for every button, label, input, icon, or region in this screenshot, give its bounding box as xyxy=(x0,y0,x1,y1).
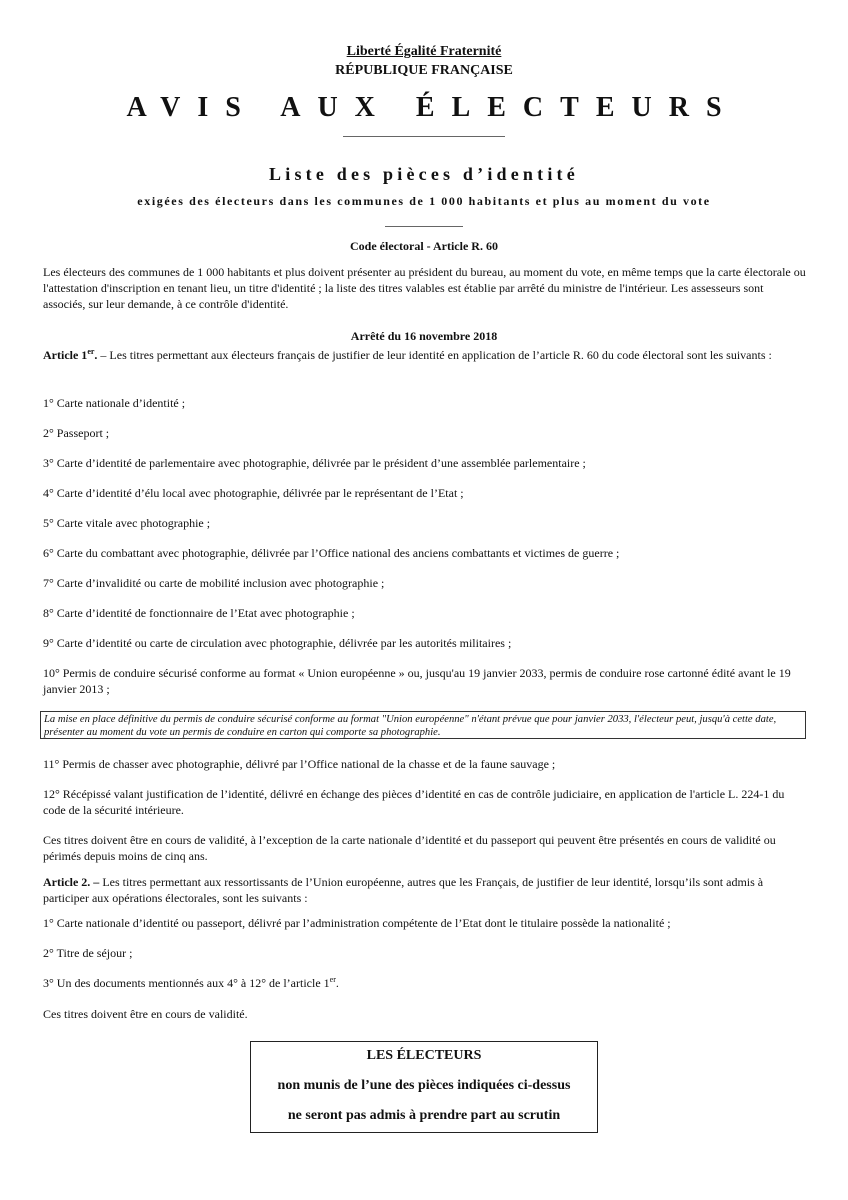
title-divider xyxy=(343,136,505,137)
list-item: 5° Carte vitale avec photographie ; xyxy=(43,516,211,530)
list-item: 2° Titre de séjour ; xyxy=(43,946,133,960)
article-1-paragraph xyxy=(43,347,807,363)
subtitle-divider xyxy=(385,226,463,227)
document-subtitle: Liste des pièces d’identité xyxy=(269,164,579,184)
code-heading: Code électoral - Article R. 60 xyxy=(350,239,498,253)
republic-name: RÉPUBLIQUE FRANÇAISE xyxy=(335,63,513,78)
warning-box xyxy=(250,1041,598,1133)
page-title: AVIS AUX ÉLECTEURS xyxy=(126,92,739,123)
warning-line-3: ne seront pas admis à prendre part au scrutin xyxy=(287,1108,561,1123)
list-item: 1° Carte nationale d’identité ou passeport, délivré par l’administration compétente de l’Etat dont le titulaire possède la nationalité ; xyxy=(43,916,671,930)
validity-paragraph: Ces titres doivent être en cours de validité, à l’exception de la carte nationale d’identité et du passeport qui peuvent être présentés en cours de validité ou périmés depuis moins de cinq ans. xyxy=(43,833,776,863)
driving-license-note: La mise en place définitive du permis de conduire sécurisé conforme au format "Union européenne" n'étant prévue que pour janvier 2033, l'électeur peut, jusqu'à cette date, présenter au moment du vote un permis de conduire en carton qui comporte sa photographie. xyxy=(40,711,806,739)
warning-line-2: non munis de l’une des pièces indiquées ci-dessus xyxy=(277,1078,571,1093)
article-2-label: Article 2. – xyxy=(43,875,100,889)
list-item: 12° Récépissé valant justification de l’identité, délivré en échange des pièces d’identité en cas de contrôle judiciaire, en application de l'article L. 224-1 du code de la sécurité intérieure. xyxy=(43,787,785,817)
list-item: 7° Carte d’invalidité ou carte de mobilité inclusion avec photographie ; xyxy=(43,576,385,590)
list-item: 3° Carte d’identité de parlementaire avec photographie, délivrée par le président d’une assemblée parlementaire ; xyxy=(43,456,586,470)
republic-motto: Liberté Égalité Fraternité xyxy=(346,44,502,59)
list-item: 11° Permis de chasser avec photographie, délivré par l’Office national de la chasse et de la faune sauvage ; xyxy=(43,757,556,771)
list-item: 4° Carte d’identité d’élu local avec photographie, délivrée par le représentant de l’Etat ; xyxy=(43,486,464,500)
list-item: 3° Un des documents mentionnés aux 4° à 12° de l’article 1er. xyxy=(43,975,339,990)
eu-validity-paragraph: Ces titres doivent être en cours de validité. xyxy=(43,1007,248,1021)
code-paragraph: Les électeurs des communes de 1 000 habitants et plus doivent présenter au président du bureau, au moment du vote, en même temps que la carte électorale ou l'attestation d'inscription en tenant lieu, un titre d'identité ; la liste des titres valables est établie par arrêté du ministre de l'intérieur. Les assesseurs sont associés, sur leur demande, à ce contrôle d'identité. xyxy=(43,265,806,311)
article-1-intro: – Les titres permettant aux électeurs français de justifier de leur identité en application de l’article R. 60 du code électoral sont les suivants : xyxy=(97,348,772,362)
article-2-intro: Les titres permettant aux ressortissants de l’Union européenne, autres que les Français, de justifier de leur identité, lorsqu’ils sont admis à participer aux opérations électorales, sont les suivants : xyxy=(43,875,764,905)
arrete-heading: Arrêté du 16 novembre 2018 xyxy=(350,329,498,343)
list-item: 1° Carte nationale d’identité ; xyxy=(43,396,186,410)
article-1-label: Article 1er. xyxy=(43,347,98,362)
warning-line-1: LES ÉLECTEURS xyxy=(366,1048,482,1063)
document-subtitle-detail: exigées des électeurs dans les communes de 1 000 habitants et plus au moment du vote xyxy=(137,194,711,208)
list-item: 9° Carte d’identité ou carte de circulation avec photographie, délivrée par les autorités militaires ; xyxy=(43,636,512,650)
article-2-paragraph xyxy=(43,874,807,906)
list-item: 2° Passeport ; xyxy=(43,426,110,440)
list-item: 6° Carte du combattant avec photographie, délivrée par l’Office national des anciens combattants et victimes de guerre ; xyxy=(43,546,620,560)
list-item: 8° Carte d’identité de fonctionnaire de l’Etat avec photographie ; xyxy=(43,606,355,620)
list-item: 10° Permis de conduire sécurisé conforme au format « Union européenne » ou, jusqu'au 19 janvier 2033, permis de conduire rose cartonné édité avant le 19 janvier 2013 ; xyxy=(43,666,791,696)
